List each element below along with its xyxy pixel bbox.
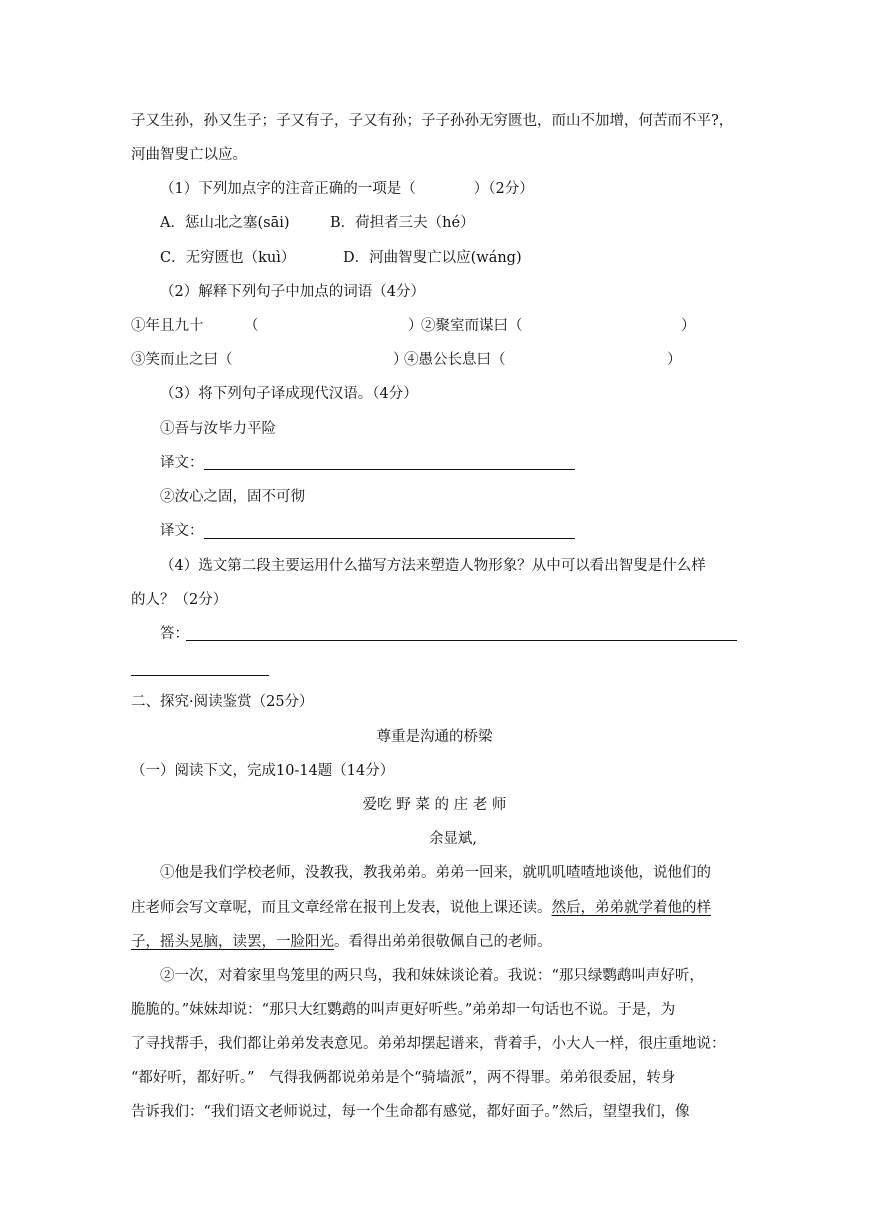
article-paragraph-line: [131, 932, 552, 952]
option-b: B．荷担者三夫（hé）: [330, 215, 475, 231]
q2-item-2: ②聚室而谋曰（: [421, 318, 523, 334]
q2-item-1-paren-close: ）: [408, 318, 423, 334]
article-paragraph-line: [131, 898, 711, 918]
q2-item-2-paren-close: ）: [681, 318, 696, 334]
article-title: 爱吃 野 菜 的 庄 老 师: [362, 797, 507, 813]
article-author: 余显斌,: [428, 831, 478, 847]
q2-item-4-paren-close: ）: [667, 352, 682, 368]
q2-item-1: ①年且九十: [131, 318, 204, 334]
question-3-stem: （3）将下列句子译成现代汉语。（4分）: [160, 386, 418, 402]
article-paragraph-line: ②一次，对着家里鸟笼里的两只鸟，我和妹妹谈论着。我说：“那只绿鹦鹉叫声好听，: [160, 968, 704, 984]
q2-item-3: ③笑而止之曰（: [131, 352, 233, 368]
q3-sentence-2: ②汝心之固，固不可彻: [160, 489, 305, 505]
option-a: A．惩山北之塞(sāi): [160, 215, 290, 231]
passage-line: 子又生孙，孙又生子；子又有子，子又有孙；子子孙孙无穷匮也，而山不加增，何苦而不平?，: [131, 113, 734, 129]
q2-item-1-paren-open: （: [244, 318, 259, 334]
underlined-sentence: 然后，弟弟就学着他的样: [551, 900, 711, 916]
option-c: C．无穷匮也（kuì）: [160, 250, 296, 266]
article-paragraph-line: 了寻找帮手，我们都让弟弟发表意见。弟弟却摆起谱来，背着手，小大人一样，很庄重地说：: [131, 1036, 726, 1052]
q2-item-4: ④愚公长息曰（: [404, 352, 506, 368]
q3-translation-label-2: 译文：: [160, 523, 204, 539]
passage-line: 河曲智叟亡以应。: [131, 147, 247, 163]
q3-sentence-1: ①吾与汝毕力平险: [160, 421, 276, 437]
question-2-stem: （2）解释下列句子中加点的词语（4分）: [160, 284, 425, 300]
question-1-stem: （1）下列加点字的注音正确的一项是（ ）（2分）: [160, 181, 534, 197]
q4-answer-label: 答：: [160, 626, 189, 642]
question-4-stem: （4）选文第二段主要运用什么描写方法来塑造人物形象？从中可以看出智叟是什么样: [160, 558, 706, 574]
translation-answer-line-2[interactable]: [204, 538, 575, 539]
article-paragraph-line: “都好听，都好听。” 气得我俩都说弟弟是个“骑墙派”，两不得罪。弟弟很委屈，转身: [131, 1070, 676, 1086]
q4-answer-line-2[interactable]: [131, 675, 269, 676]
q4-answer-line-1[interactable]: [186, 640, 737, 641]
q2-item-3-paren-close: ）: [393, 352, 408, 368]
translation-answer-line-1[interactable]: [204, 469, 575, 470]
paragraph-text: 庄老师会写文章呢，而且文章经常在报刊上发表，说他上课还读。: [131, 900, 552, 916]
theme-title: 尊重是沟通的桥梁: [376, 729, 493, 745]
underlined-sentence: 子，摇头晃脑，读罢，一脸阳光: [131, 934, 334, 950]
paragraph-text: 。看得出弟弟很敬佩自己的老师。: [334, 934, 552, 950]
article-paragraph-line: 脆脆的。”妹妹却说：“那只大红鹦鹉的叫声更好听些。”弟弟却一句话也不说。于是，为: [131, 1002, 676, 1018]
article-paragraph-line: ①他是我们学校老师，没教我，教我弟弟。弟弟一回来，就叽叽喳喳地谈他，说他们的: [160, 865, 711, 881]
q3-translation-label-1: 译文：: [160, 455, 204, 471]
part-instruction: （一）阅读下文，完成10-14题（14分）: [131, 763, 395, 779]
option-d: D．河曲智叟亡以应(wáng): [343, 250, 522, 266]
article-paragraph-line: 告诉我们：“我们语文老师说过，每一个生命都有感觉，都好面子。”然后，望望我们，像: [131, 1104, 690, 1120]
question-4-stem-cont: 的人？（2分）: [131, 592, 228, 608]
section-heading: 二、探究·阅读鉴赏（25分）: [131, 694, 314, 710]
